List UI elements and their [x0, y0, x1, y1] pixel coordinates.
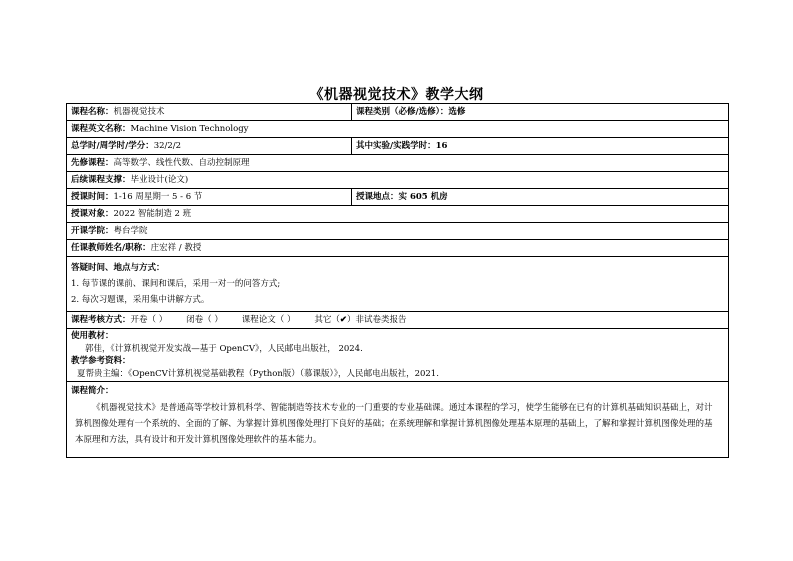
row-school: [67, 223, 729, 240]
place-label: 授课地点：: [356, 191, 399, 202]
place-value: 实 605 机房: [398, 191, 448, 202]
assessment-open: 开卷（ ）: [130, 314, 168, 325]
assessment-closed: 闭卷（ ）: [186, 314, 223, 325]
assessment-label: 课程考核方式：: [71, 314, 131, 325]
assessment-other-prefix: 其它（: [314, 314, 340, 325]
lab-hours-label: 其中实验/实践学时：: [356, 140, 436, 151]
course-name-value: 机器视觉技术: [113, 106, 165, 117]
teacher-label: 任课教师姓名/职称：: [71, 242, 151, 253]
hours-value: 32/2/2: [153, 140, 182, 151]
checkmark-icon: ✔: [339, 314, 348, 325]
materials-label: 使用教材：: [71, 331, 114, 341]
row-audience: [67, 206, 729, 223]
audience-value: 2022 智能制造 2 班: [113, 208, 192, 219]
page-title: 《机器视觉技术》教学大纲: [309, 87, 484, 103]
follow-value: 毕业设计(论文): [130, 174, 189, 185]
syllabus-table: [66, 103, 729, 458]
prereq-label: 先修课程：: [71, 157, 114, 168]
row-time: [67, 189, 729, 206]
row-hours: [67, 138, 729, 155]
assessment-other-suffix: ）非试卷类报告: [347, 314, 407, 325]
row-assessment: [67, 312, 729, 329]
hours-label: 总学时/周学时/学分：: [71, 140, 154, 151]
prereq-value: 高等数学、线性代数、自动控制原理: [113, 157, 250, 168]
row-english-name: [67, 121, 729, 138]
row-qa: [67, 257, 729, 312]
teacher-value: 庄宏祥 / 教授: [150, 242, 202, 253]
reference-label: 教学参考资料：: [71, 356, 131, 366]
materials-value: 郭佳，《计算机视觉开发实战—基于 OpenCV》，人民邮电出版社， 2024.: [85, 343, 363, 354]
qa-line-1: 1. 每节课的课前、课间和课后，采用一对一的问答方式;: [71, 279, 281, 289]
qa-line-2: 2. 每次习题课，采用集中讲解方式。: [71, 295, 210, 305]
time-value: 1-16 周星期一 5 - 6 节: [113, 191, 203, 202]
intro-text: 《机器视觉技术》是普通高等学校计算机科学、智能制造等技术专业的一门重要的专业基础课。通过本课程的学习，使学生能够在已有的计算机基础知识基础上，对计算机图像处理有一个系统的、全面的了解、为掌握计算机图像处理打下良好的基础；在系统理解和掌握计算机图像处理基本原理的基础上，了解和掌握计算机图像处理的基本原理和方法，具有设计和开发计算机图像处理软件的基本能力。: [75, 403, 713, 445]
intro-label: 课程简介：: [71, 386, 114, 396]
english-name-label: 课程英文名称：: [71, 123, 131, 134]
row-follow: [67, 172, 729, 189]
english-name-value: Machine Vision Technology: [130, 123, 249, 134]
reference-value: 夏帮贵主编：《OpenCV计算机视觉基础教程（Python版）（慕课版）》，人民邮电出版社，2021.: [77, 368, 439, 379]
time-label: 授课时间：: [71, 191, 114, 202]
audience-label: 授课对象：: [71, 208, 114, 219]
row-course-name: [67, 104, 729, 121]
follow-label: 后续课程支撑：: [71, 174, 131, 185]
row-materials: [67, 329, 729, 382]
assessment-paper: 课程论文（ ）: [241, 314, 296, 325]
school-value: 粤台学院: [113, 225, 148, 236]
course-name-label: 课程名称：: [71, 106, 114, 117]
row-teacher: [67, 240, 729, 257]
lab-hours-value: 16: [435, 140, 448, 151]
school-label: 开课学院：: [71, 225, 114, 236]
qa-label: 答疑时间、地点与方式：: [71, 263, 165, 273]
course-type-label: 课程类别（必修/选修）：: [356, 106, 449, 117]
course-type-value: 选修: [448, 106, 466, 117]
row-intro: [67, 382, 729, 458]
row-prereq: [67, 155, 729, 172]
